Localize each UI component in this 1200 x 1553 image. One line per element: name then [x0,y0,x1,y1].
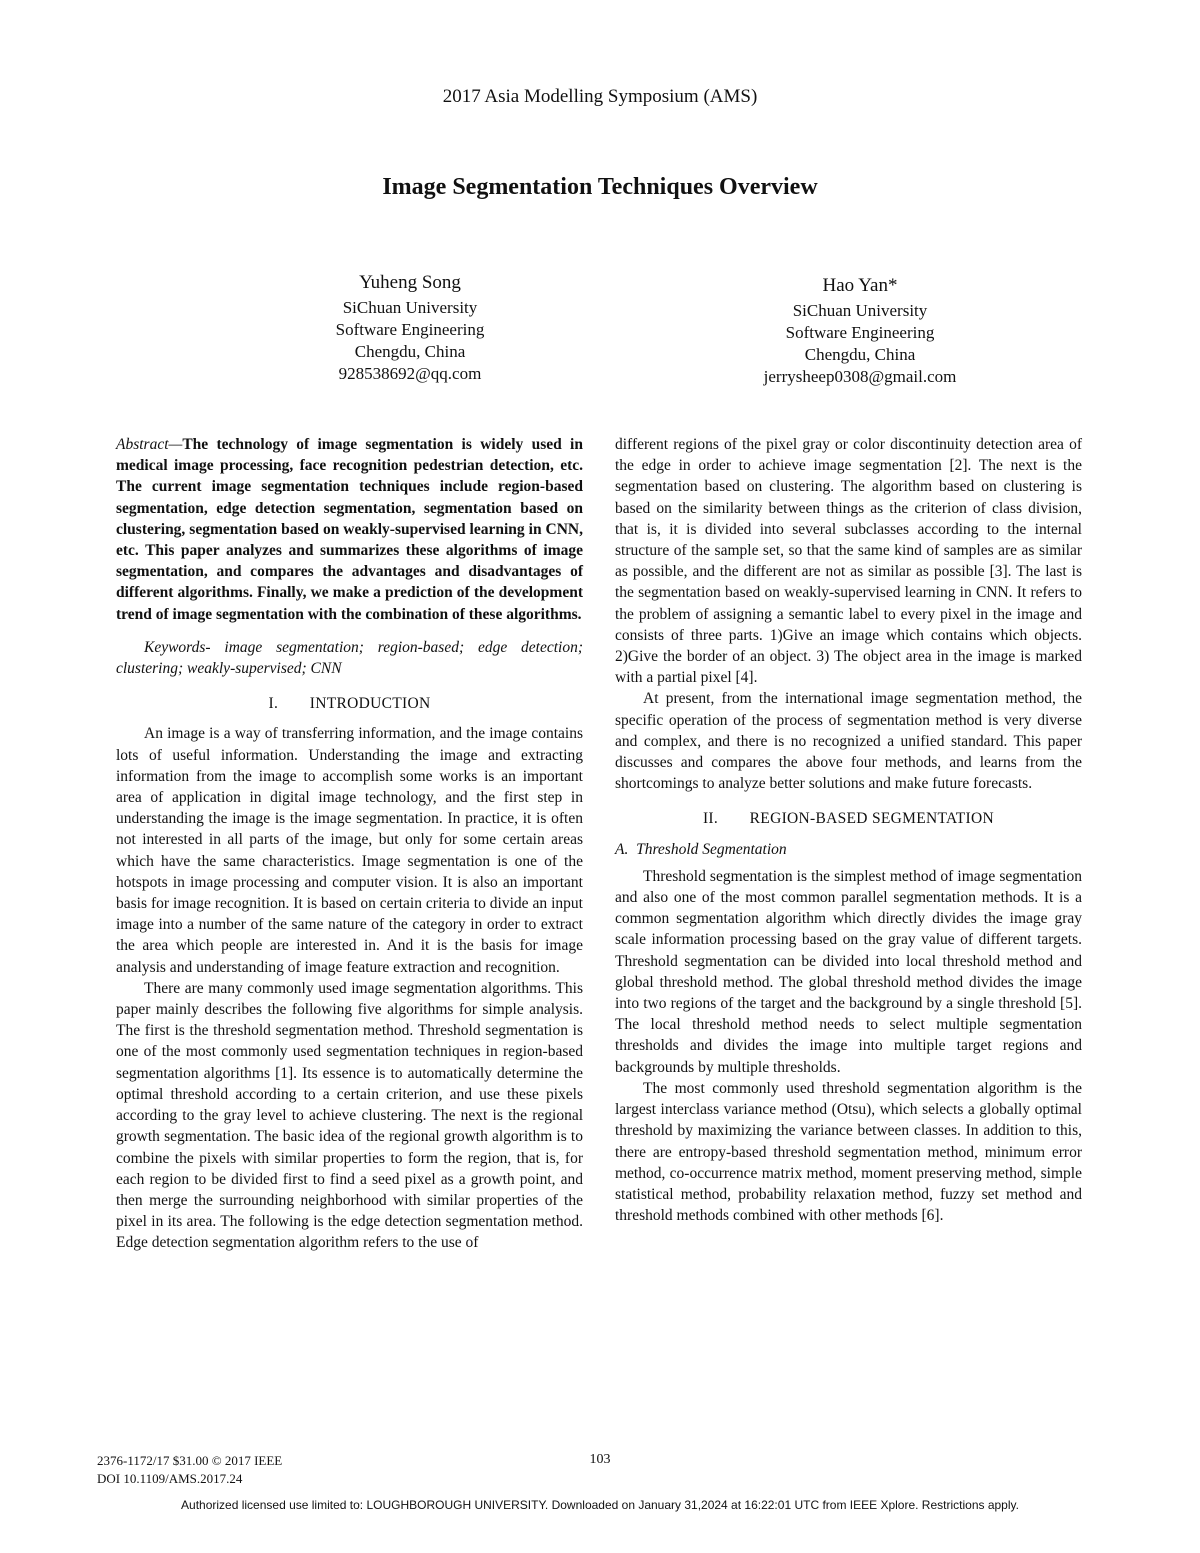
keywords: Keywords- image segmentation; region-based; edge detection; clustering; weakly-supervised; CNN [116,638,583,678]
subsection-heading-threshold: A. Threshold Segmentation [615,840,787,858]
paragraph: The most commonly used threshold segmentation algorithm is the largest interclass variance method (Otsu), which selects a globally optimal threshold by maximizing the variance between classes. In addition to this, there are entropy-based threshold segmentation method, minimum error method, co-occurrence matrix method, moment preserving method, simple statistical method, probability relaxation method, fuzzy set method and threshold methods combined with other methods [6]. [615,1079,1082,1225]
author-block-2 [660,275,1060,388]
doi-line: DOI 10.1109/AMS.2017.24 [97,1471,243,1486]
author-department: Software Engineering [785,323,935,342]
author-affiliation: SiChuan University [792,301,928,320]
paper-title: Image Segmentation Techniques Overview [382,174,818,200]
abstract-lead: Abstract— [116,436,183,453]
conference-header: 2017 Asia Modelling Symposium (AMS) [442,86,758,107]
paragraph: Threshold segmentation is the simplest method of image segmentation and also one of the most common parallel segmentation methods. It is a common segmentation algorithm which directly divides the image gray scale information processing based on the gray value of different targets. Threshold segmentation can be divided into local threshold method and global threshold method. The global threshold method divides the image into two regions of the target and the background by a single threshold [5]. The local threshold method needs to select multiple segmentation thresholds and divides the image into multiple target regions and backgrounds by multiple thresholds. [615,867,1082,1076]
abstract-text: The technology of image segmentation is widely used in medical image processing, face recognition pedestrian detection, etc. The current image segmentation techniques include region-based segmentation, edge detection segmentation, segmentation based on clustering, segmentation based on weakly-supervised learning in CNN, etc. This paper analyzes and summarizes these algorithms of image segmentation, and compares the advantages and disadvantages of different algorithms. Finally, we make a prediction of the development trend of image segmentation with the combination of these algorithms. [116,436,583,623]
right-column [615,434,1082,1226]
paragraph: An image is a way of transferring information, and the image contains lots of useful information. Understanding the image and extracting information from the image to accomplish some works is an important area of application in digital image technology, and the first step in understanding the image is the image segmentation. In practice, it is often not interested in all parts of the image, but only for some certain areas which have the same characteristics. Image segmentation is one of the hotspots in image processing and computer vision. It is also an important basis for image recognition. It is based on certain criteria to divide an input image into a number of the same nature of the category in order to extract the area which people are interested in. And it is the basis for image analysis and understanding of image feature extraction and recognition. [116,725,583,976]
left-column [116,434,583,1254]
page-number: 103 [589,1452,611,1467]
author-email: jerrysheep0308@gmail.com [763,367,957,386]
author-email: 928538692@qq.com [338,364,482,383]
paragraph: At present, from the international image segmentation method, the specific operation of the process of segmentation method is very diverse and complex, and there is no recognized a unified standard. This paper discusses and compares the above four methods, and learns from the shortcomings to analyze better solutions and make future forecasts. [615,690,1082,793]
author-department: Software Engineering [335,320,485,339]
author-block-1 [210,272,610,385]
author-location: Chengdu, China [804,345,916,364]
author-affiliation: SiChuan University [342,298,478,317]
author-name: Yuheng Song [359,272,461,293]
section-heading-region-based: II. REGION-BASED SEGMENTATION [702,810,995,828]
copyright-line: 2376-1172/17 $31.00 © 2017 IEEE [97,1453,283,1468]
authorized-use-notice: Authorized licensed use limited to: LOUGHBOROUGH UNIVERSITY. Downloaded on January 31,2024 at 16:22:01 UTC from IEEE Xplore. Restrictions apply. [181,1498,1019,1512]
author-name: Hao Yan* [822,275,898,296]
paragraph: different regions of the pixel gray or color discontinuity detection area of the edge in order to achieve image segmentation [2]. The next is the segmentation based on clustering. The algorithm based on clustering is based on the similarity between things as the criterion of class division, that is, it is divided into several subclasses according to the internal structure of the sample set, so that the same kind of samples are as similar as possible, and the different are not as similar as possible [3]. The last is the segmentation based on weakly-supervised learning in CNN. It refers to the problem of assigning a semantic label to every pixel in the image and consists of three parts. 1)Give an image which contains which objects. 2)Give the border of an object. 3) The object area in the image is marked with a partial pixel [4]. [615,436,1082,687]
abstract [116,434,583,625]
author-location: Chengdu, China [354,342,466,361]
paragraph: There are many commonly used image segmentation algorithms. This paper mainly describes the following five algorithms for simple analysis. The first is the threshold segmentation method. Threshold segmentation is one of the most commonly used segmentation techniques in region-based segmentation algorithms [1]. Its essence is to automatically determine the optimal threshold according to a certain criterion, and use these pixels according to the gray level to achieve clustering. The next is the regional growth segmentation. The basic idea of the regional growth algorithm is to combine the pixels with similar properties to form the region, that is, for each region to be divided first to find a seed pixel as a growth point, and then merge the surrounding neighborhood with similar properties of the pixel in its area. The following is the edge detection segmentation method. Edge detection segmentation algorithm refers to the use of [116,979,583,1252]
section-heading-introduction: I. INTRODUCTION [268,695,431,713]
